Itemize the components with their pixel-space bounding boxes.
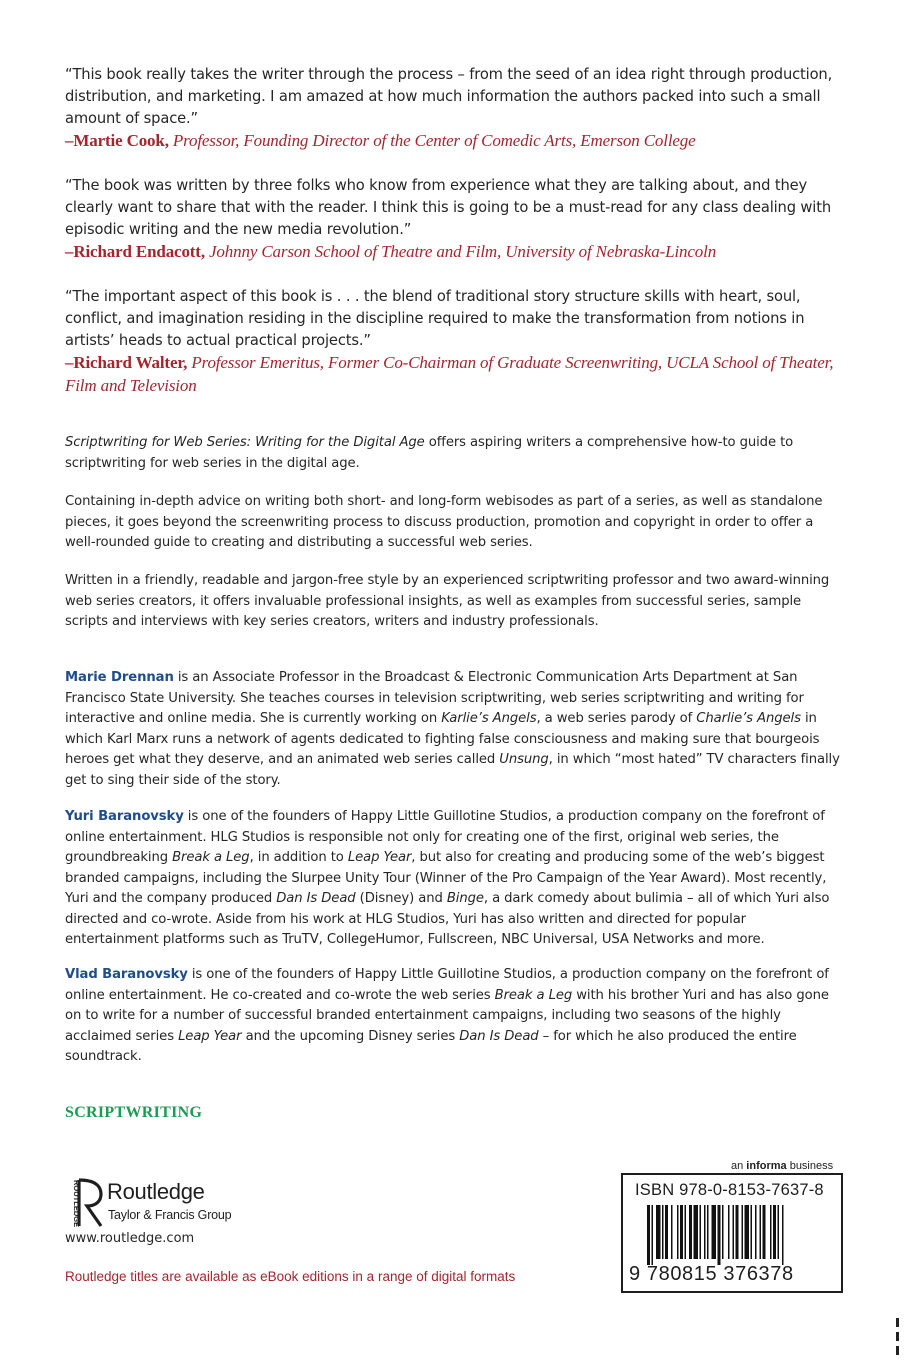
description-paragraph-3: Written in a friendly, readable and jargon-free style by an experienced scriptwriting professor and two award-winning web series creators, it offers invaluable professional insights, as well as examples from successful series, sample scripts and interviews with key series creators, writers and industry professionals. xyxy=(65,573,830,629)
quote-attribution xyxy=(65,131,696,150)
bio-marie-drennan xyxy=(65,668,840,791)
routledge-logo xyxy=(65,1178,255,1228)
quote-attribution xyxy=(65,242,716,261)
quote-text: “This book really takes the writer through the process – from the seed of an idea right through production, distribution, and marketing. I am amazed at how much information the authors packed into such a small amount of space.” xyxy=(65,66,833,127)
barcode-bar xyxy=(689,1205,692,1259)
description-intro-text: offers aspiring writers a comprehensive how-to guide to scriptwriting for web series in the digital age. xyxy=(65,435,794,471)
quote-author-title: Professor, Founding Director of the Center of Comedic Arts, Emerson College xyxy=(172,131,696,150)
informa-business xyxy=(731,1160,833,1172)
bio-italic: Leap Year xyxy=(347,850,412,865)
barcode-bar xyxy=(707,1205,709,1259)
quote-author: –Richard Walter, xyxy=(65,353,188,372)
bio-text: is an Associate Professor in the Broadcast & Electronic Communication Arts Department at San Francisco State University. She teaches courses in television scriptwriting, web series scriptwriting and writing for interactive and online media. She is currently working on xyxy=(65,670,804,726)
informa-brand: informa xyxy=(746,1160,787,1172)
bio-text: is one of the founders of Happy Little Guillotine Studios, a production company on the forefront of online entertainment. He co-created and co-wrote the web series xyxy=(65,967,829,1003)
bio-text: (Disney) and xyxy=(355,891,447,906)
book-title: Scriptwriting for Web Series: Writing for the Digital Age xyxy=(65,435,425,450)
barcode-bar xyxy=(671,1205,673,1259)
bio-italic: Break a Leg xyxy=(494,987,573,1003)
bio-italic: Unsung xyxy=(499,752,549,767)
quote-martie-cook xyxy=(65,64,840,153)
quote-author: –Richard Endacott, xyxy=(65,242,205,261)
barcode-bar xyxy=(656,1205,661,1259)
isbn-label: ISBN 978-0-8153-7637-8 xyxy=(635,1181,824,1199)
bio-name: Vlad Baranovsky xyxy=(65,967,188,982)
quote-text: “The book was written by three folks who know from experience what they are talking about, and they clearly want to share that with the reader. I think this is going to be a must-read for any class dealing with episodic writing and the new media revolution.” xyxy=(65,177,831,238)
bio-text: , in which “most hated” TV characters finally get to sing their side of the story. xyxy=(65,752,840,788)
bio-text: and the upcoming Disney series xyxy=(241,1028,460,1044)
barcode-bar xyxy=(778,1205,780,1259)
barcode-bar xyxy=(665,1205,668,1259)
bio-italic: Charlie’s Angels xyxy=(696,711,801,726)
spine-marks xyxy=(896,1318,902,1358)
barcode-bar xyxy=(736,1205,739,1259)
quote-author-title: Johnny Carson School of Theatre and Film, University of Nebraska-Lincoln xyxy=(209,242,717,261)
bio-text: , a dark comedy about bulimia – all of which Yuri also directed and co-wrote. Aside from his work at HLG Studios, Yuri has also written and directed for popular entertainment platforms such as TruTV, CollegeHumor, Fullscreen, NBC Universal, USA Networks and more. xyxy=(65,891,830,947)
bio-text: , in addition to xyxy=(249,850,348,865)
bio-text: in which Karl Marx runs a network of agents dedicated to fighting false consciousness and making sure that bourgeois heroes get what they deserve, and an animated web series called xyxy=(65,711,820,767)
barcode-bar xyxy=(712,1205,717,1259)
barcode-bar xyxy=(745,1205,750,1259)
ebook-note: Routledge titles are available as eBook editions in a range of digital formats xyxy=(65,1269,516,1284)
bio-text: , a web series parody of xyxy=(536,711,697,726)
quote-richard-endacott xyxy=(65,175,840,264)
quote-richard-walter xyxy=(65,286,840,398)
barcode-bar xyxy=(704,1205,706,1259)
barcode-bar xyxy=(755,1205,757,1259)
routledge-logo-icon xyxy=(65,1178,105,1228)
description-paragraph-2: Containing in-depth advice on writing both short- and long-form webisodes as part of a series, as well as standalone pieces, it goes beyond the screenwriting process to discuss production, promotion and copyright in order to offer a well-rounded guide to creating and distributing a successful web series. xyxy=(65,494,823,550)
bio-text: , but also for creating and producing some of the web’s biggest branded campaigns, including the Slurpee Unity Tour (Winner of the Pro Campaign of the Year Award). Most recently, Yuri and the company produced xyxy=(65,850,827,906)
barcode-bar xyxy=(760,1205,762,1259)
bio-italic: Break a Leg xyxy=(172,850,250,865)
publisher-group: Taylor & Francis Group xyxy=(108,1208,232,1222)
barcode-bar xyxy=(652,1205,654,1265)
bio-italic: Karlie’s Angels xyxy=(441,711,537,726)
barcode-bar xyxy=(751,1205,753,1259)
barcode-bar xyxy=(728,1205,730,1259)
isbn-barcode xyxy=(621,1173,843,1293)
quote-attribution xyxy=(65,353,833,395)
barcode-bar xyxy=(700,1205,702,1259)
barcode-bar xyxy=(694,1205,699,1259)
bio-italic: Dan Is Dead xyxy=(276,891,356,906)
bio-yuri-baranovsky xyxy=(65,807,840,951)
barcode-bar xyxy=(770,1205,772,1259)
quote-author-title: Professor Emeritus, Former Co-Chairman of Graduate Screenwriting, UCLA School of Theater, Film and Television xyxy=(65,353,834,395)
bio-text: is one of the founders of Happy Little Guillotine Studios, a production company on the forefront of online entertainment. HLG Studios is responsible not only for creating one of the first, original web series, the groundbreaking xyxy=(65,809,825,865)
informa-suffix: business xyxy=(786,1160,834,1172)
description-intro xyxy=(65,433,840,474)
barcode-bars xyxy=(647,1205,827,1265)
barcode-bar xyxy=(677,1205,679,1259)
barcode-bar xyxy=(773,1205,776,1259)
barcode-bar xyxy=(647,1205,650,1265)
barcode-bar xyxy=(782,1205,784,1265)
publisher-url[interactable]: www.routledge.com xyxy=(65,1231,195,1246)
bio-italic: Binge xyxy=(446,891,484,906)
routledge-vertical-text: ROUTLEDGE xyxy=(72,1180,81,1228)
quote-author: –Martie Cook, xyxy=(65,131,169,150)
barcode-digits: 9 780815 376378 xyxy=(629,1263,794,1285)
quote-text: “The important aspect of this book is . . . the blend of traditional story structure skills with heart, soul, conflict, and imagination residing in the discipline required to make the transformation from notions in artists’ heads to actual practical projects.” xyxy=(65,288,805,349)
barcode-bar xyxy=(742,1205,744,1259)
barcode-bar xyxy=(733,1205,735,1259)
category-label: SCRIPTWRITING xyxy=(65,1104,203,1121)
publisher-name: Routledge xyxy=(107,1179,205,1204)
bio-vlad-baranovsky xyxy=(65,965,840,1068)
bio-italic: Dan Is Dead xyxy=(459,1028,539,1044)
bio-text: – for which he also produced the entire soundtrack. xyxy=(65,1028,797,1064)
informa-prefix: an xyxy=(731,1160,747,1172)
barcode-bar xyxy=(662,1205,664,1259)
barcode-bar xyxy=(685,1205,687,1259)
bio-italic: Leap Year xyxy=(178,1028,242,1044)
bio-name: Yuri Baranovsky xyxy=(65,809,184,824)
bio-name: Marie Drennan xyxy=(65,670,174,685)
barcode-bar xyxy=(763,1205,766,1259)
barcode-bar xyxy=(718,1205,721,1265)
barcode-bar xyxy=(722,1205,724,1259)
barcode-bar xyxy=(680,1205,683,1259)
bio-text: with his brother Yuri and has also gone on to write for a number of successful branded entertainment campaigns, including two seasons of the highly acclaimed series xyxy=(65,987,829,1044)
